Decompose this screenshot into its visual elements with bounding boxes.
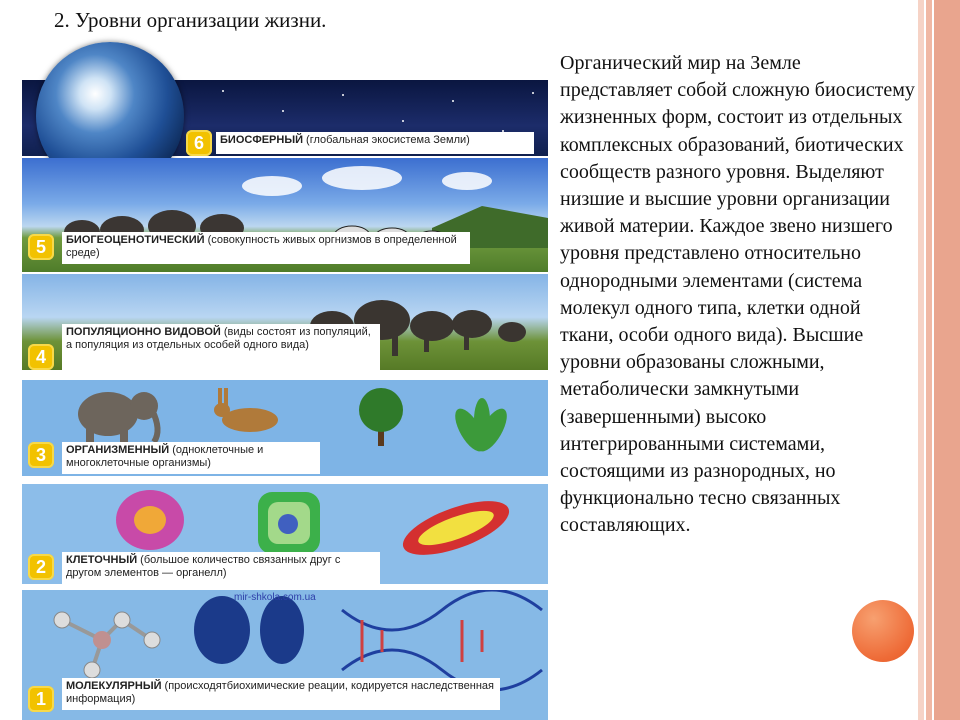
level-5-label: БИОГЕОЦЕНОТИЧЕСКИЙ (совокупность живых оргнизмов в определенной среде) xyxy=(62,232,470,264)
level-4-badge: 4 xyxy=(28,344,54,370)
watermark-text: mir-shkola.com.ua xyxy=(234,592,316,603)
level-4-label: ПОПУЛЯЦИОННО ВИДОВОЙ (виды состоят из популяций, а популяция из отдельных особей одного вида) xyxy=(62,324,380,370)
description-paragraph: Органический мир на Земле представляет собой сложную биосистему жизненных форм, состоит из отдельных комплексных образований, биотических сообществ разного уровня. Выделяют низшие и высшие уровни организации живой материи. Каждое звено низшего уровня представлено относительно однородными элементами (система молекул одного типа, клетки одной ткани, особи одного вида). Высшие уровни образованы сложными, метаболически замкнутыми (завершенными) высоко интегрированными системами, состоящими из разнородных, но функционально тесно связанных составляющих. xyxy=(560,52,915,537)
band-population-species xyxy=(22,274,548,370)
decorative-right-border xyxy=(918,0,960,720)
band-molecular xyxy=(22,590,548,720)
level-2-label: КЛЕТОЧНЫЙ (большое количество связанных друг с другом элементов — органелл) xyxy=(62,552,380,584)
levels-diagram xyxy=(14,38,546,720)
level-1-label: МОЛЕКУЛЯРНЫЙ (происходятбиохимические реации, кодируется наследственная информация) xyxy=(62,678,500,710)
level-6-label: БИОСФЕРНЫЙ (глобальная экосистема Земли) xyxy=(216,132,534,154)
band-biogeocenotic xyxy=(22,158,548,272)
band-organism xyxy=(22,380,548,476)
level-2-badge: 2 xyxy=(28,554,54,580)
level-1-badge: 1 xyxy=(28,686,54,712)
level-6-badge: 6 xyxy=(186,130,212,156)
level-5-badge: 5 xyxy=(28,234,54,260)
decorative-orange-dot xyxy=(852,600,914,662)
band-cellular xyxy=(22,484,548,584)
slide-title: 2. Уровни организации жизни. xyxy=(54,8,327,32)
level-3-label: ОРГАНИЗМЕННЫЙ (одноклеточные и многоклеточные организмы) xyxy=(62,442,320,474)
level-3-badge: 3 xyxy=(28,442,54,468)
